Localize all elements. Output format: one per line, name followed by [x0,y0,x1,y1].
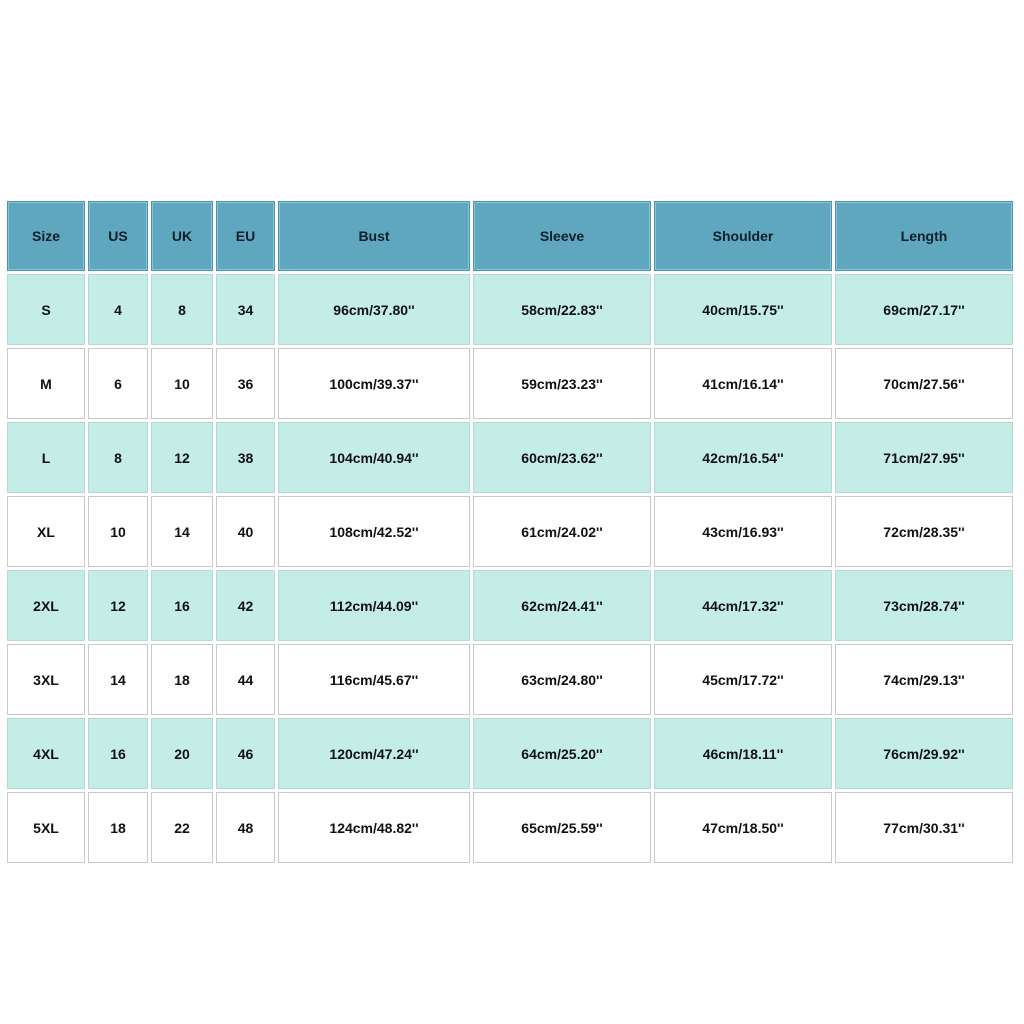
table-row [7,792,1013,863]
cell-size: M [7,348,85,419]
cell-eu: 38 [216,422,275,493]
cell-length: 76cm/29.92'' [835,718,1013,789]
cell-eu: 48 [216,792,275,863]
cell-shoulder: 42cm/16.54'' [654,422,832,493]
cell-size: XL [7,496,85,567]
cell-shoulder: 45cm/17.72'' [654,644,832,715]
cell-size: 2XL [7,570,85,641]
table-row [7,274,1013,345]
cell-uk: 18 [151,644,213,715]
cell-size: 5XL [7,792,85,863]
cell-bust: 112cm/44.09'' [278,570,470,641]
cell-eu: 36 [216,348,275,419]
cell-length: 70cm/27.56'' [835,348,1013,419]
header-size: Size [7,201,85,271]
size-chart-table [4,198,1016,866]
cell-sleeve: 64cm/25.20'' [473,718,651,789]
cell-shoulder: 40cm/15.75'' [654,274,832,345]
cell-bust: 108cm/42.52'' [278,496,470,567]
cell-us: 14 [88,644,148,715]
cell-sleeve: 62cm/24.41'' [473,570,651,641]
cell-uk: 10 [151,348,213,419]
cell-uk: 22 [151,792,213,863]
cell-length: 73cm/28.74'' [835,570,1013,641]
cell-us: 10 [88,496,148,567]
cell-size: L [7,422,85,493]
cell-uk: 16 [151,570,213,641]
cell-shoulder: 43cm/16.93'' [654,496,832,567]
cell-uk: 14 [151,496,213,567]
table-row [7,422,1013,493]
cell-length: 72cm/28.35'' [835,496,1013,567]
cell-shoulder: 44cm/17.32'' [654,570,832,641]
table-row [7,496,1013,567]
table-row [7,570,1013,641]
cell-us: 8 [88,422,148,493]
header-uk: UK [151,201,213,271]
header-shoulder: Shoulder [654,201,832,271]
cell-uk: 8 [151,274,213,345]
cell-uk: 20 [151,718,213,789]
cell-eu: 34 [216,274,275,345]
cell-eu: 46 [216,718,275,789]
table-row [7,718,1013,789]
cell-size: S [7,274,85,345]
cell-bust: 116cm/45.67'' [278,644,470,715]
cell-sleeve: 58cm/22.83'' [473,274,651,345]
cell-length: 69cm/27.17'' [835,274,1013,345]
table-row [7,348,1013,419]
cell-uk: 12 [151,422,213,493]
cell-length: 71cm/27.95'' [835,422,1013,493]
header-eu: EU [216,201,275,271]
table-row [7,644,1013,715]
cell-sleeve: 61cm/24.02'' [473,496,651,567]
cell-shoulder: 47cm/18.50'' [654,792,832,863]
cell-bust: 100cm/39.37'' [278,348,470,419]
cell-bust: 104cm/40.94'' [278,422,470,493]
cell-size: 4XL [7,718,85,789]
cell-us: 12 [88,570,148,641]
cell-shoulder: 46cm/18.11'' [654,718,832,789]
cell-us: 16 [88,718,148,789]
cell-bust: 120cm/47.24'' [278,718,470,789]
cell-sleeve: 60cm/23.62'' [473,422,651,493]
cell-shoulder: 41cm/16.14'' [654,348,832,419]
cell-us: 4 [88,274,148,345]
cell-sleeve: 65cm/25.59'' [473,792,651,863]
cell-sleeve: 59cm/23.23'' [473,348,651,419]
header-sleeve: Sleeve [473,201,651,271]
header-bust: Bust [278,201,470,271]
header-us: US [88,201,148,271]
cell-size: 3XL [7,644,85,715]
header-row [7,201,1013,271]
cell-us: 6 [88,348,148,419]
cell-sleeve: 63cm/24.80'' [473,644,651,715]
cell-us: 18 [88,792,148,863]
cell-eu: 42 [216,570,275,641]
header-length: Length [835,201,1013,271]
cell-bust: 96cm/37.80'' [278,274,470,345]
cell-bust: 124cm/48.82'' [278,792,470,863]
cell-length: 77cm/30.31'' [835,792,1013,863]
cell-length: 74cm/29.13'' [835,644,1013,715]
cell-eu: 44 [216,644,275,715]
cell-eu: 40 [216,496,275,567]
